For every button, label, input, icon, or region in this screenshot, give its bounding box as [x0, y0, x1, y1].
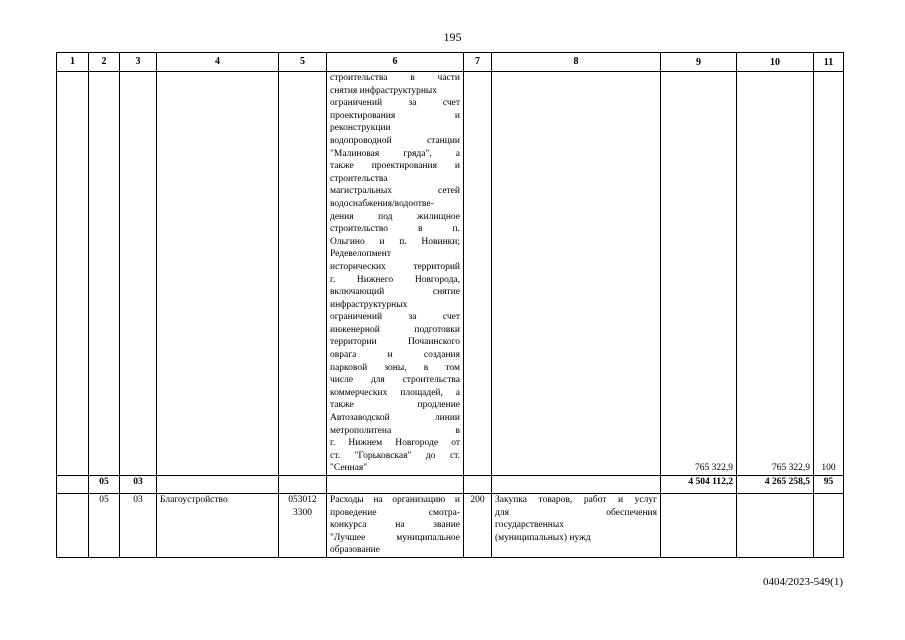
- cell-col-1: [57, 494, 89, 558]
- cell-section: 05: [89, 476, 120, 494]
- header-col-9: 9: [661, 53, 737, 72]
- section-total-row: [57, 476, 844, 494]
- cell-subsection: 03: [120, 476, 157, 494]
- table-row: [57, 494, 844, 558]
- cell-amount-planned: 765 322,9: [661, 72, 737, 476]
- cell-expense-type: 200: [464, 494, 492, 558]
- text-line: проектирования и: [330, 110, 460, 121]
- cell-description: [327, 494, 464, 558]
- text-line: оврага и создания: [330, 350, 460, 361]
- target-code-line: 3300: [293, 507, 312, 518]
- cell-description: [327, 72, 464, 476]
- header-col-8: 8: [492, 53, 661, 72]
- cell-amount-planned: 4 504 112,2: [661, 476, 737, 494]
- text-line: "Лучшее муниципальное: [330, 532, 460, 543]
- cell-subsection: 03: [120, 494, 157, 558]
- text-line: строительства в части: [330, 73, 460, 83]
- text-line: Редевелопмент: [330, 249, 391, 260]
- text-line: метрополитена в: [330, 425, 460, 436]
- header-col-2: 2: [89, 53, 120, 72]
- text-line: магистральных сетей: [330, 186, 460, 197]
- text-line: Закупка товаров, работ и услуг: [495, 495, 657, 505]
- cell-col-1: [57, 476, 89, 494]
- text-line: Ольгино и п. Новинки;: [330, 236, 460, 247]
- text-line: дения под жилищное: [330, 211, 460, 222]
- header-col-1: 1: [57, 53, 89, 72]
- cell-col-2: [89, 72, 120, 476]
- text-line: реконструкции: [330, 123, 391, 134]
- header-row: [57, 53, 844, 72]
- cell-amount-executed: [737, 494, 814, 558]
- text-line: также проектирования и: [330, 161, 460, 172]
- text-line: водоснабжения/водоотве-: [330, 198, 434, 209]
- text-line: числе для строительства: [330, 375, 460, 386]
- text-line: строительства: [330, 173, 388, 184]
- cell-percent: 95: [814, 476, 844, 494]
- text-line: инженерной подготовки: [330, 324, 460, 335]
- cell-col-1: [57, 72, 89, 476]
- text-line: исторических территорий: [330, 261, 460, 272]
- text-line: государственных: [495, 520, 565, 531]
- cell-col-4: [157, 72, 279, 476]
- page-number: 195: [443, 30, 462, 44]
- text-line: коммерческих площадей, а: [330, 387, 460, 398]
- header-col-6: 6: [327, 53, 464, 72]
- text-line: территории Почаинского: [330, 337, 460, 348]
- cell-amount-executed: 4 265 258,5: [737, 476, 814, 494]
- header-col-4: 4: [157, 53, 279, 72]
- cell-col-5: [279, 72, 327, 476]
- cell-expense-type-name: [492, 494, 661, 558]
- table-row: [57, 72, 844, 476]
- budget-table: [56, 52, 844, 558]
- cell-amount-planned: [661, 494, 737, 558]
- text-line: ограничений за счет: [330, 312, 460, 323]
- target-code-line: 053012: [288, 495, 317, 505]
- header-col-10: 10: [737, 53, 814, 72]
- text-line: "Малиновая гряда", а: [330, 148, 460, 159]
- text-line: проведение смотра-: [330, 507, 460, 518]
- text-line: образование: [330, 545, 380, 556]
- cell-col-7: [464, 476, 492, 494]
- text-line: ограничений за счет: [330, 98, 460, 109]
- cell-percent: 100: [814, 72, 844, 476]
- cell-col-8: [492, 72, 661, 476]
- text-line: конкурса на звание: [330, 520, 460, 531]
- cell-col-7: [464, 72, 492, 476]
- text-line: для обеспечения: [495, 507, 657, 518]
- text-line: строительство в п.: [330, 224, 460, 235]
- cell-col-4: [157, 476, 279, 494]
- text-line: включающий снятие: [330, 287, 460, 298]
- cell-col-5: [279, 476, 327, 494]
- cell-col-8: [492, 476, 661, 494]
- cell-col-3: [120, 72, 157, 476]
- header-col-5: 5: [279, 53, 327, 72]
- text-line: ст. "Горьковская" до ст.: [330, 450, 460, 461]
- cell-section: 05: [89, 494, 120, 558]
- text-line: также продление: [330, 400, 460, 411]
- text-line: водопроводной станции: [330, 135, 460, 146]
- document-code: 0404/2023-549(1): [762, 576, 843, 588]
- header-col-3: 3: [120, 53, 157, 72]
- header-col-11: 11: [814, 53, 844, 72]
- text-line: г. Нижнего Новгорода,: [330, 274, 460, 285]
- header-col-7: 7: [464, 53, 492, 72]
- text-line: г. Нижнем Новгороде от: [330, 438, 460, 449]
- text-line: (муниципальных) нужд: [495, 532, 591, 543]
- cell-target-code: [279, 494, 327, 558]
- cell-amount-executed: 765 322,9: [737, 72, 814, 476]
- text-line: снятия инфраструктурных: [330, 85, 438, 96]
- text-line: Автозаводской линии: [330, 413, 460, 424]
- text-line: инфраструктурных: [330, 299, 408, 310]
- cell-percent: [814, 494, 844, 558]
- text-line: парковой зоны, в том: [330, 362, 460, 373]
- text-line: Расходы на организацию и: [330, 495, 460, 505]
- cell-program-name: Благоустройство: [157, 494, 279, 558]
- text-line: "Сенная": [330, 463, 368, 474]
- cell-col-6: [327, 476, 464, 494]
